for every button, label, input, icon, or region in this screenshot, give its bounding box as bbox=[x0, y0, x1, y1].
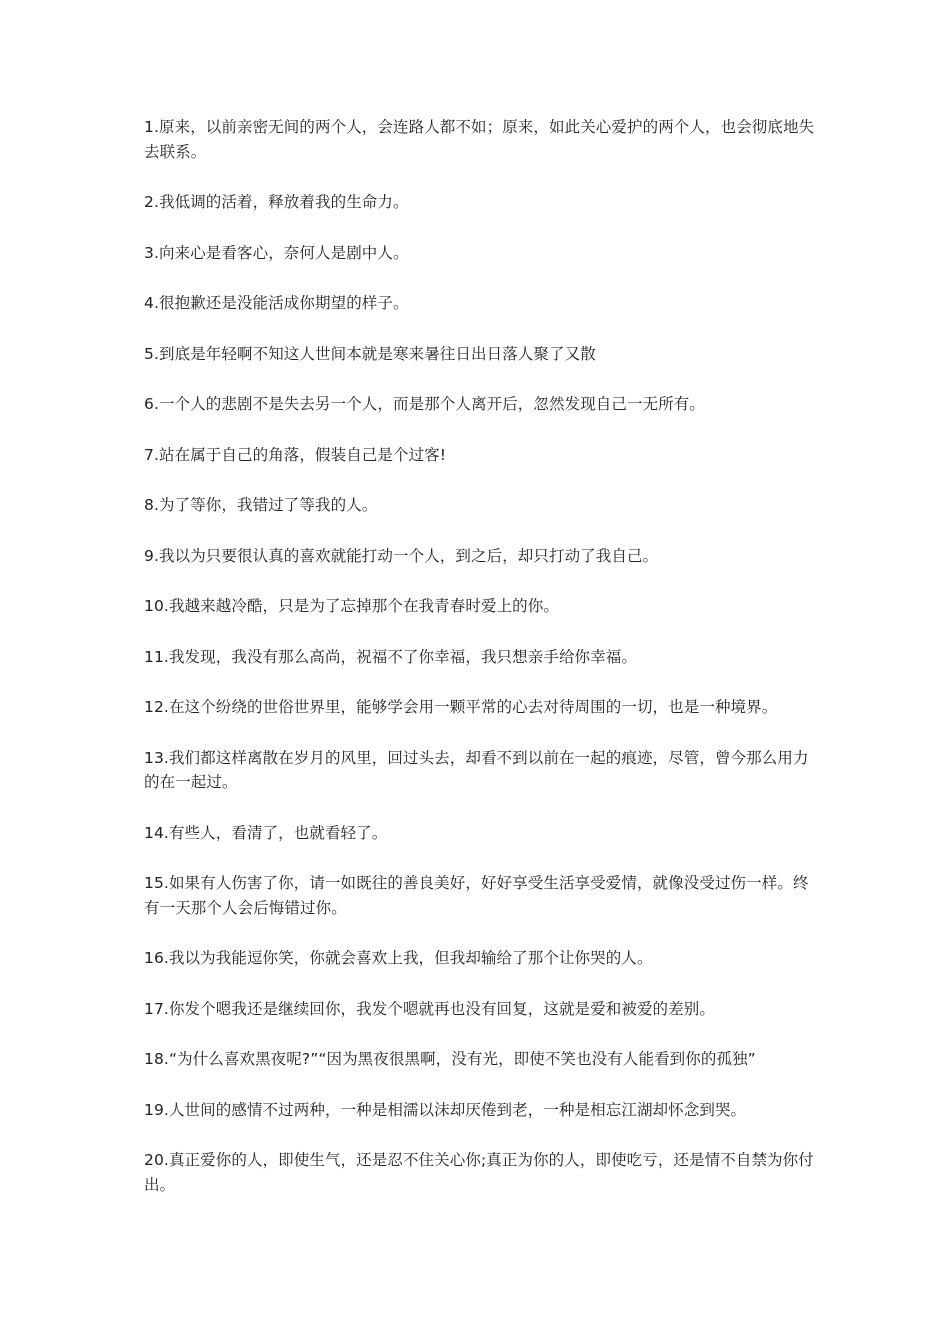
quote-paragraph-3: 3.向来心是看客心，奈何人是剧中人。 bbox=[144, 243, 409, 262]
quote-paragraph-1: 1.原来，以前亲密无间的两个人，会连路人都不如；原来，如此关心爱护的两个人，也会彻底地失去联系。 bbox=[144, 118, 815, 161]
quote-paragraph-12: 12.在这个纷绕的世俗世界里，能够学会用一颗平常的心去对待周围的一切，也是一种境界。 bbox=[144, 698, 778, 716]
quote-paragraph-9: 9.我以为只要很认真的喜欢就能打动一个人，到之后，却只打动了我自己。 bbox=[144, 546, 659, 565]
quote-paragraph-11: 11.我发现，我没有那么高尚，祝福不了你幸福，我只想亲手给你幸福。 bbox=[144, 647, 637, 666]
quote-paragraph-5: 5.到底是年轻啊不知这人世间本就是寒来暑往日出日落人聚了又散 bbox=[144, 344, 596, 363]
quote-paragraph-18: 18.“为什么喜欢黑夜呢?”“因为黑夜很黑啊，没有光，即使不笑也没有人能看到你的孤独” bbox=[144, 1050, 756, 1068]
quote-paragraph-2: 2.我低调的活着，释放着我的生命力。 bbox=[144, 193, 409, 211]
quote-paragraph-8: 8.为了等你，我错过了等我的人。 bbox=[144, 496, 378, 514]
quote-paragraph-10: 10.我越来越冷酷，只是为了忘掉那个在我青春时爱上的你。 bbox=[144, 597, 559, 615]
quote-paragraph-17: 17.你发个嗯我还是继续回你，我发个嗯就再也没有回复，这就是爱和被爱的差别。 bbox=[144, 999, 715, 1018]
quote-paragraph-7: 7.站在属于自己的角落，假装自己是个过客! bbox=[144, 445, 447, 464]
quote-paragraph-15: 15.如果有人伤害了你，请一如既往的善良美好，好好享受生活享受爱情，就像没受过伤一样。终有一天那个人会后悔错过你。 bbox=[144, 874, 809, 917]
quote-paragraph-6: 6.一个人的悲剧不是失去另一个人，而是那个人离开后，忽然发现自己一无所有。 bbox=[144, 395, 705, 413]
quote-paragraph-4: 4.很抱歉还是没能活成你期望的样子。 bbox=[144, 294, 409, 312]
quote-paragraph-13: 13.我们都这样离散在岁月的风里，回过头去，却看不到以前在一起的痕迹，尽管，曾今那么用力的在一起过。 bbox=[144, 748, 809, 791]
quote-paragraph-19: 19.人世间的感情不过两种，一种是相濡以沫却厌倦到老，一种是相忘江湖却怀念到哭。 bbox=[144, 1100, 747, 1119]
document-page bbox=[144, 115, 824, 1223]
quote-paragraph-20: 20.真正爱你的人，即使生气，还是忍不住关心你;真正为你的人，即使吃亏，还是情不自禁为你付出。 bbox=[144, 1151, 814, 1194]
quote-paragraph-16: 16.我以为我能逗你笑，你就会喜欢上我，但我却输给了那个让你哭的人。 bbox=[144, 949, 653, 967]
quote-paragraph-14: 14.有些人，看清了，也就看轻了。 bbox=[144, 823, 388, 842]
